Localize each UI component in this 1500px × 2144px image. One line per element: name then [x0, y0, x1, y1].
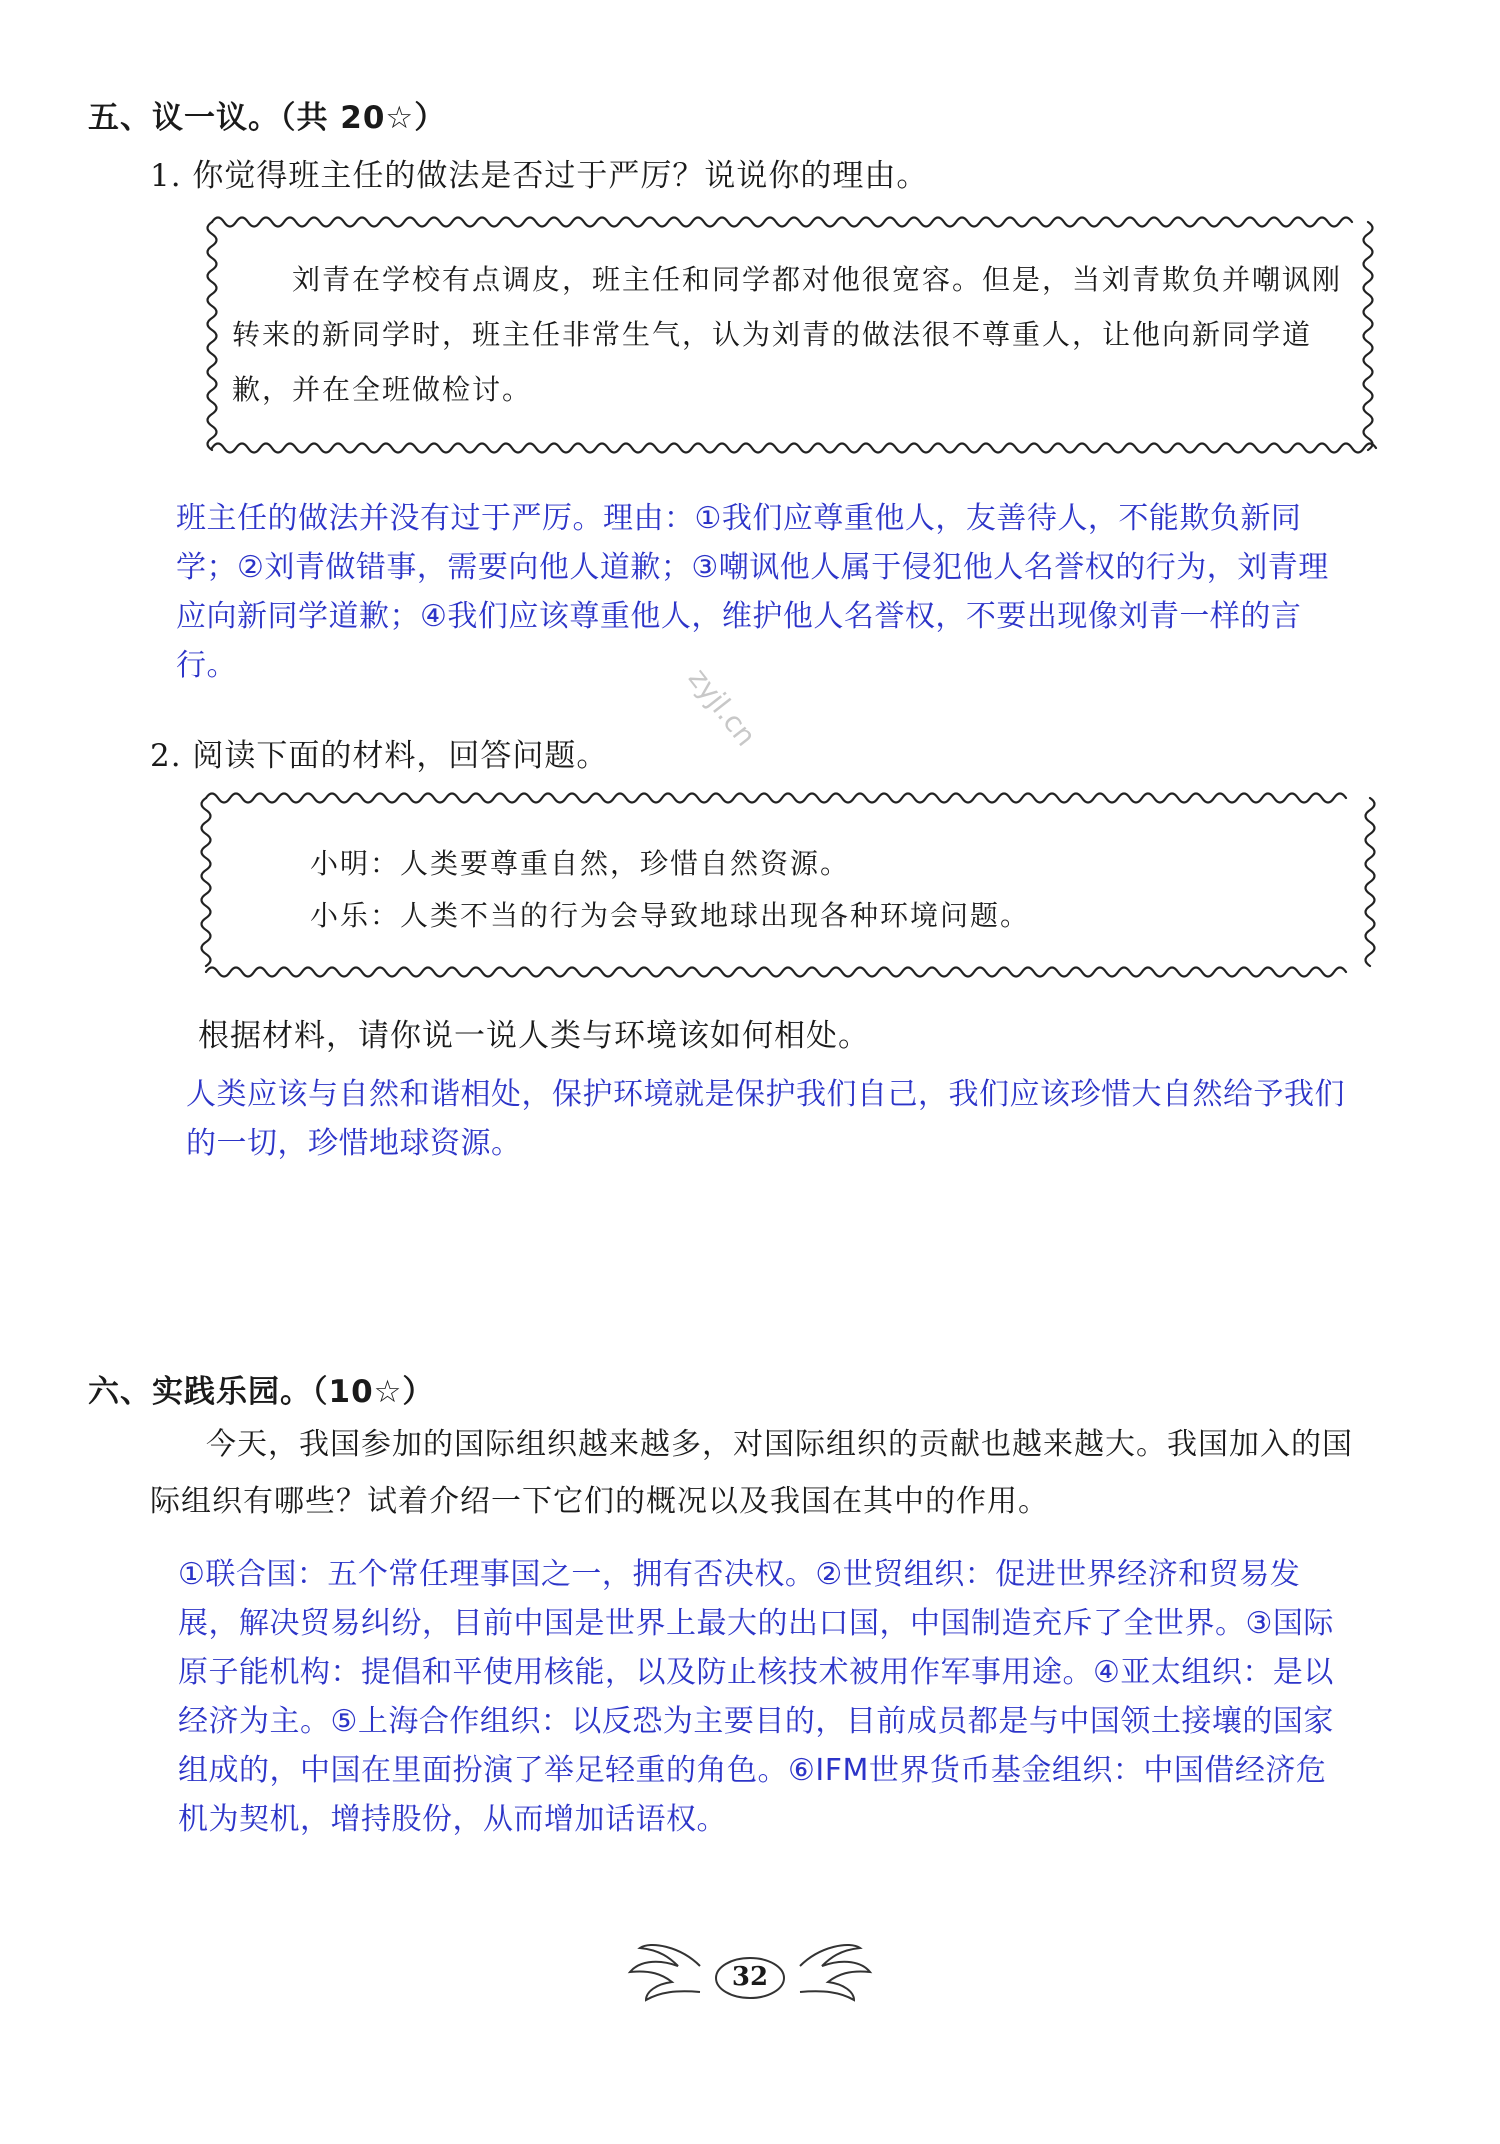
section-5-title: 五、议一议。（共 20☆） [88, 100, 447, 136]
watermark: zyjl.cn [681, 662, 763, 753]
question-1-prompt: 1. 你觉得班主任的做法是否过于严厉？说说你的理由。 [150, 158, 929, 194]
section-6-title: 六、实践乐园。（10☆） [88, 1374, 435, 1410]
section-6-prompt: 今天，我国参加的国际组织越来越多，对国际组织的贡献也越来越大。我国加入的国际组织有哪些？试着介绍一下它们的概况以及我国在其中的作用。 [150, 1427, 1353, 1519]
page-number: 32 [731, 1962, 769, 1992]
answer-1: 班主任的做法并没有过于严厉。理由：①我们应尊重他人，友善待人，不能欺负新同学；②刘青做错事，需要向他人道歉；③嘲讽他人属于侵犯他人名誉权的行为，刘青理应向新同学道歉；④我们应该尊重他人，维护他人名誉权，不要出现像刘青一样的言行。 [176, 501, 1329, 683]
question-2-sub-prompt: 根据材料，请你说一说人类与环境该如何相处。 [198, 1018, 870, 1054]
material-2-line-1: 小明：人类要尊重自然，珍惜自然资源。 [310, 847, 851, 880]
answer-6: ①联合国：五个常任理事国之一，拥有否决权。②世贸组织：促进世界经济和贸易发展，解决贸易纠纷，目前中国是世界上最大的出口国，中国制造充斥了全世界。③国际原子能机构：提倡和平使用核能，以及防止核技术被用作军事用途。④亚太组织：是以经济为主。⑤上海合作组织：以反恐为主要目的，目前成员都是与中国领土接壤的国家组成的，中国在里面扮演了举足轻重的角色。⑥IFM世界货币基金组织：中国借经济危机为契机，增持股份，从而增加话语权。 [178, 1557, 1334, 1837]
question-2-prompt: 2. 阅读下面的材料，回答问题。 [150, 738, 609, 774]
answer-2: 人类应该与自然和谐相处，保护环境就是保护我们自己，我们应该珍惜大自然给予我们的一切，珍惜地球资源。 [186, 1077, 1345, 1161]
material-1-text: 刘青在学校有点调皮，班主任和同学都对他很宽容。但是，当刘青欺负并嘲讽刚转来的新同学时，班主任非常生气，认为刘青的做法很不尊重人，让他向新同学道歉，并在全班做检讨。 [232, 263, 1343, 406]
material-2-line-2: 小乐：人类不当的行为会导致地球出现各种环境问题。 [310, 899, 1031, 932]
